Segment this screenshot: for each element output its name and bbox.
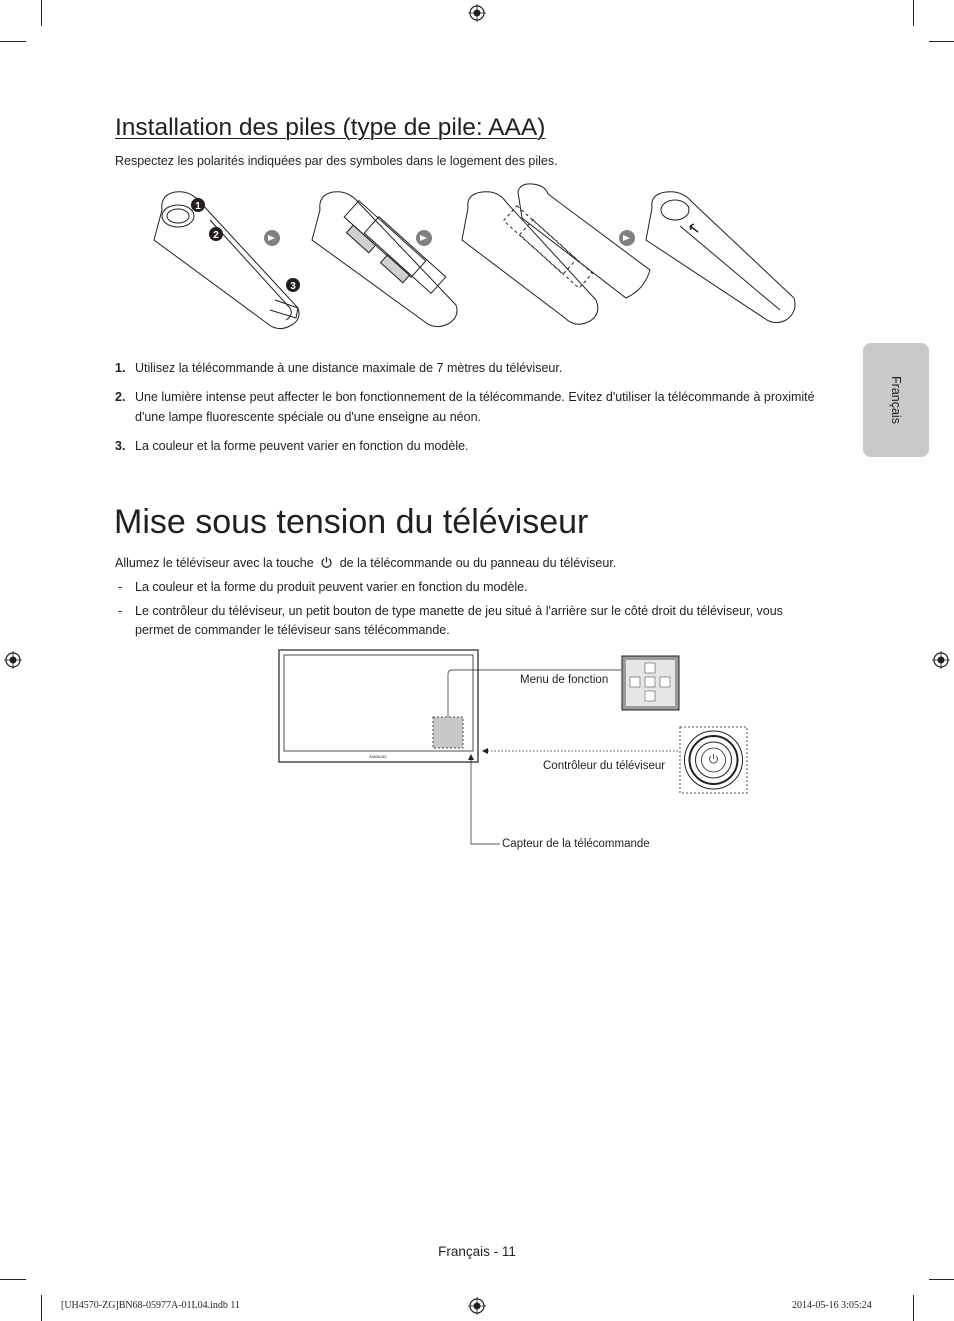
svg-text:1: 1 [195,201,201,212]
note-number: 3. [115,439,126,453]
registration-mark-icon [4,651,22,669]
battery-intro-text: Respectez les polarités indiquées par des symboles dans le logement des piles. [115,154,558,168]
power-intro-before: Allumez le téléviseur avec la touche [115,556,314,570]
arrow-right-icon [264,230,280,246]
sensor-leader-line [471,758,500,844]
registration-mark-icon [468,4,486,22]
crop-mark [913,0,914,26]
battery-section-title: Installation des piles (type de pile: AAA) [115,114,546,141]
remote-step-close-cover [462,184,650,324]
crop-mark [41,0,42,26]
arrow-right-icon [416,230,432,246]
bullet-text: La couleur et la forme du produit peuvent varier en fonction du modèle. [135,580,528,594]
footer-file-name: [UH4570-ZG]BN68-05977A-01L04.indb 11 [61,1300,241,1311]
crop-mark [41,1295,42,1321]
registration-mark-icon [468,1297,486,1315]
tv-brand-logo: SAMSUNG [369,755,387,759]
arrow-icon [690,224,698,232]
note-text: d'une lampe fluorescente spéciale ou d'une enseigne au néon. [135,410,482,424]
crop-mark [0,1279,26,1280]
crop-mark [929,41,954,42]
note-number: 2. [115,390,126,404]
step-number-3 [286,278,300,292]
power-intro-text [115,553,616,573]
bullet-text: Le contrôleur du téléviseur, un petit bouton de type manette de jeu situé à l'arrière sur le côté droit du téléviseur, vous [135,604,783,618]
power-intro-after: de la télécommande ou du panneau du téléviseur. [339,556,617,570]
note-number: 1. [115,361,126,375]
step-number-2 [209,227,223,241]
crop-mark [913,1295,914,1321]
footer-timestamp: 2014-05-16 3:05:24 [792,1300,872,1311]
remote-step-closed [646,192,795,323]
label-function-menu: Menu de fonction [520,674,609,686]
arrow-right-icon [619,230,635,246]
tv-controller-diagram [278,648,750,854]
step-number-1 [191,198,205,212]
power-icon [320,556,333,569]
joystick-controller-icon [680,727,747,793]
crop-mark [929,1279,954,1280]
svg-text:2: 2 [213,230,219,241]
label-tv-controller: Contrôleur du téléviseur [543,760,666,772]
language-side-tab [863,343,929,457]
crop-mark [0,41,26,42]
note-text: La couleur et la forme peuvent varier en fonction du modèle. [135,439,469,453]
bullet-dash: - [118,604,123,618]
note-text: Utilisez la télécommande à une distance maximale de 7 mètres du téléviseur. [135,361,563,375]
page-number: Français - 11 [438,1244,516,1259]
remote-step-insert-batteries [312,192,457,327]
bullet-dash: - [118,580,123,594]
registration-mark-icon [932,651,950,669]
note-text: Une lumière intense peut affecter le bon fonctionnement de la télécommande. Evitez d'utiliser la télécommande à proximité [135,390,815,404]
controller-location-box [433,717,463,748]
power-section-title: Mise sous tension du téléviseur [114,503,589,541]
side-tab-label: Français [889,376,903,424]
function-menu-icon [622,656,679,710]
label-remote-sensor: Capteur de la télécommande [502,838,650,850]
bullet-text: permet de commander le téléviseur sans télécommande. [135,623,450,637]
remote-step-open-cover [154,192,299,329]
battery-installation-illustration [150,180,800,336]
svg-text:3: 3 [290,281,296,292]
